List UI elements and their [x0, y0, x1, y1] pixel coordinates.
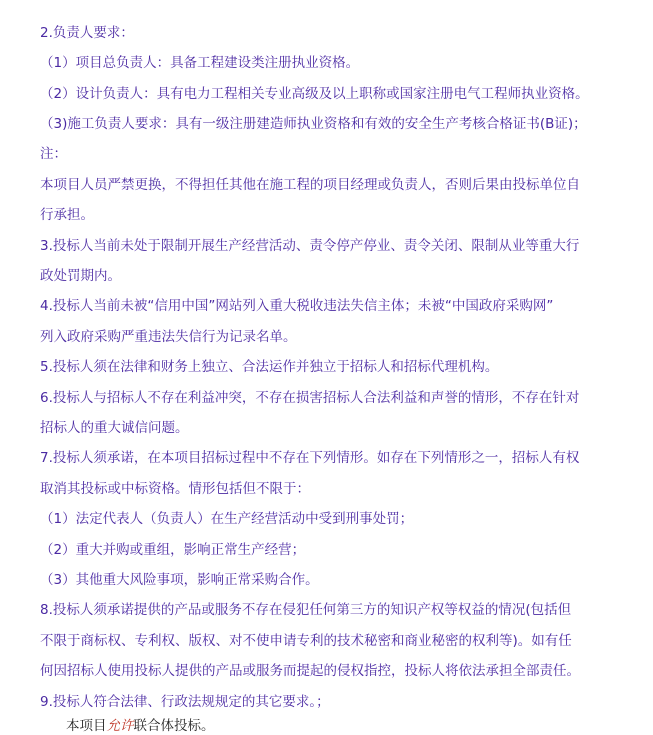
section-heading-requirements: 2.负责人要求： — [40, 25, 134, 41]
clause-7-item-2: （2）重大并购或重组，影响正常生产经营； — [40, 542, 306, 558]
clause-6-line-2: 招标人的重大诚信问题。 — [40, 420, 189, 436]
clause-7-line-1: 7.投标人须承诺，在本项目招标过程中不存在下列情形。如存在下列情形之一，招标人有权 — [40, 450, 580, 466]
requirement-item-2: （2）设计负责人：具有电力工程相关专业高级及以上职称或国家注册电气工程师执业资格。 — [40, 86, 589, 102]
requirement-item-1: （1）项目总负责人：具备工程建设类注册执业资格。 — [40, 55, 360, 71]
note-label: 注： — [40, 146, 67, 162]
clause-3-line-1: 3.投标人当前未处于限制开展生产经营活动、责令停产停业、责令关闭、限制从业等重大行 — [40, 238, 580, 254]
clause-8-line-2: 不限于商标权、专利权、版权、对不使申请专利的技术秘密和商业秘密的权利等)。如有任 — [40, 633, 572, 649]
joint-bid-emphasis: 允许 — [106, 718, 134, 734]
clause-5: 5.投标人须在法律和财务上独立、合法运作并独立于招标人和招标代理机构。 — [40, 359, 499, 375]
note-text-line-2: 行承担。 — [40, 207, 94, 223]
joint-bid-statement — [66, 717, 215, 735]
clause-4-line-2: 列入政府采购严重违法失信行为记录名单。 — [40, 329, 297, 345]
clause-6-line-1: 6.投标人与招标人不存在利益冲突，不存在损害招标人合法利益和声誉的情形，不存在针对 — [40, 390, 580, 406]
clause-7-item-3: （3）其他重大风险事项，影响正常采购合作。 — [40, 572, 319, 588]
clause-9: 9.投标人符合法律、行政法规规定的其它要求。； — [40, 694, 330, 710]
clause-8-line-1: 8.投标人须承诺提供的产品或服务不存在侵犯任何第三方的知识产权等权益的情况(包括但 — [40, 602, 572, 618]
clause-3-line-2: 政处罚期内。 — [40, 268, 121, 284]
clause-4-line-1: 4.投标人当前未被“信用中国”网站列入重大税收违法失信主体；未被“中国政府采购网” — [40, 298, 554, 314]
note-text-line-1: 本项目人员严禁更换，不得担任其他在施工程的项目经理或负责人，否则后果由投标单位自 — [40, 177, 580, 193]
clause-8-line-3: 何因招标人使用投标人提供的产品或服务而提起的侵权指控，投标人将依法承担全部责任。 — [40, 663, 580, 679]
joint-bid-prefix: 本项目 — [66, 718, 107, 734]
joint-bid-suffix: 联合体投标。 — [133, 718, 215, 734]
clause-7-line-2: 取消其投标或中标资格。情形包括但不限于： — [40, 481, 310, 497]
clause-7-item-1: （1）法定代表人（负责人）在生产经营活动中受到刑事处罚； — [40, 511, 414, 527]
requirement-item-3: （3)施工负责人要求：具有一级注册建造师执业资格和有效的安全生产考核合格证书(B证)； — [40, 116, 587, 132]
